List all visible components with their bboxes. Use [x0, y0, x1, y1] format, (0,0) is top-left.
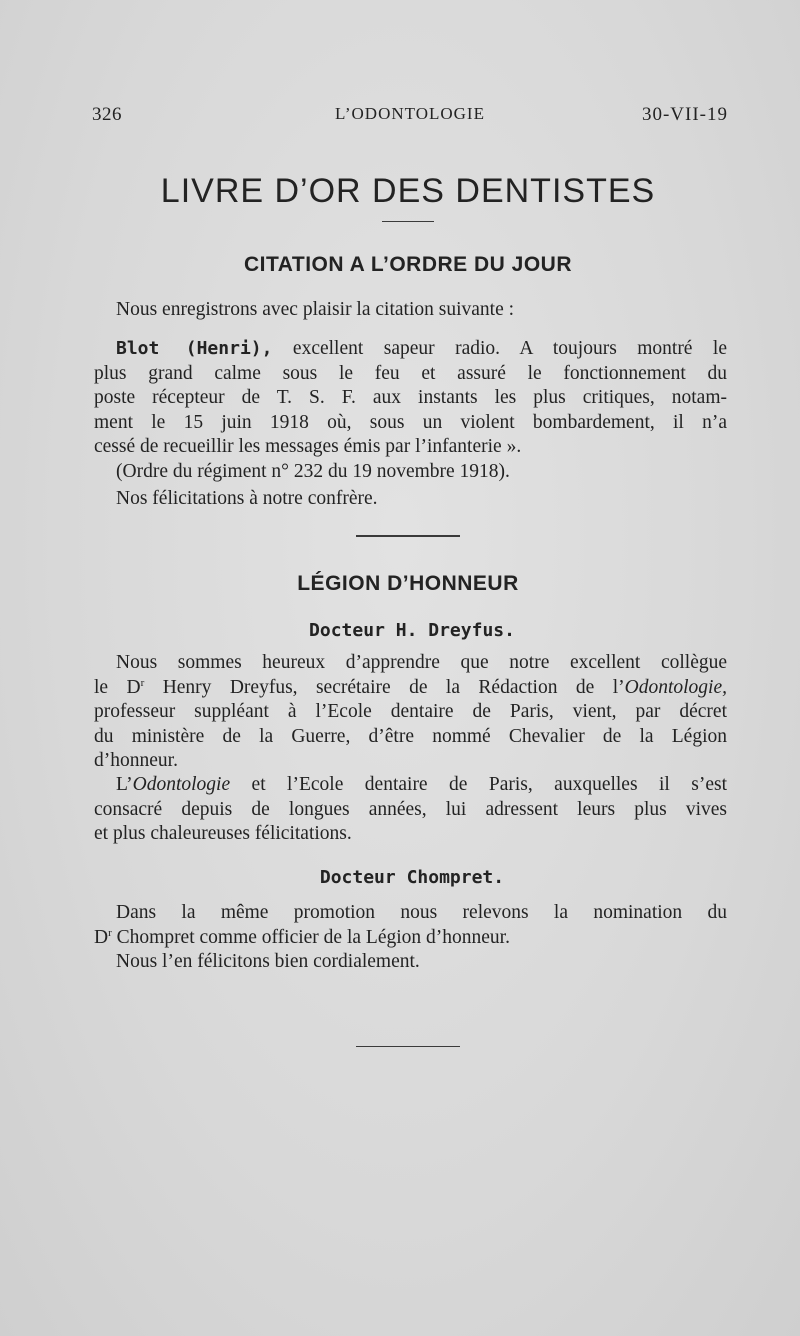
dreyfus-line-2b: Henry Dreyfus, secrétaire de la Rédaction de l’: [144, 676, 625, 698]
issue-date: 30-VII-19: [641, 104, 728, 125]
journal-title: L’ODONTOLOGIE: [335, 104, 485, 123]
chompret-heading: Docteur Chompret.: [319, 867, 505, 888]
journal-name-italic: Odontologie,: [624, 676, 728, 698]
citation-heading: CITATION A L’ORDRE DU JOUR: [244, 253, 572, 276]
dreyfus-p2-line-1a: L’: [116, 774, 133, 795]
dreyfus-p2-line-3: et plus chaleureuses félicitations.: [94, 823, 352, 844]
citation-line-5: cessé de recueillir les messages émis par l’infanterie ».: [94, 436, 522, 457]
dreyfus-paragraph-1: [94, 651, 727, 774]
section-divider: [356, 535, 460, 537]
dreyfus-paragraph-2: [94, 773, 727, 847]
citation-line-2: plus grand calme sous le feu et assuré le fonctionnement du: [94, 362, 727, 384]
chompret-line-2: [94, 926, 727, 951]
page-title: LIVRE D’OR DES DENTISTES: [160, 172, 656, 210]
divider-rule: [382, 221, 434, 222]
dreyfus-heading: Docteur H. Dreyfus.: [309, 620, 515, 641]
dreyfus-p2-line-2: consacré depuis de longues années, lui adressent leurs plus vives: [94, 798, 727, 820]
citation-paragraph: [94, 337, 727, 484]
cited-name: Blot (Henri),: [116, 338, 273, 359]
page-number: 326: [92, 104, 122, 125]
end-divider: [356, 1046, 460, 1047]
legion-heading: LÉGION D’HONNEUR: [297, 572, 519, 595]
dreyfus-line-2a: le D: [94, 676, 141, 698]
journal-name-italic-2: Odontologie: [132, 774, 231, 795]
chompret-line-3: Nous l’en félicitons bien cordialement.: [116, 951, 420, 972]
dreyfus-line-1: Nous sommes heureux d’apprendre que notre excellent collègue: [116, 652, 727, 673]
citation-line-1: [94, 337, 727, 362]
dreyfus-line-2: [94, 676, 727, 701]
citation-congrats: [94, 487, 727, 512]
citation-intro: [94, 298, 727, 323]
citation-order: (Ordre du régiment n° 232 du 19 novembre 1918).: [116, 460, 510, 482]
chompret-line-2a: D: [94, 926, 109, 948]
chompret-line-1: Dans la même promotion nous relevons la nomination du: [116, 902, 727, 923]
dreyfus-p2-line-1b: et l’Ecole dentaire de Paris, auxquelles il s’est: [230, 774, 727, 795]
dr-superscript-2: r: [108, 926, 112, 939]
dreyfus-line-5: d’honneur.: [94, 750, 178, 771]
running-header: [92, 104, 728, 130]
chompret-paragraph: [94, 901, 727, 975]
citation-text-1: excellent sapeur radio. A toujours montré le: [292, 338, 727, 359]
dreyfus-line-3: professeur suppléant à l’Ecole dentaire de Paris, vient, par décret: [94, 701, 727, 722]
citation-line-3: poste récepteur de T. S. F. aux instants les plus critiques, notam-: [94, 387, 727, 408]
citation-congrats-text: Nos félicitations à notre confrère.: [116, 488, 378, 509]
chompret-line-2b: Chompret comme officier de la Légion d’honneur.: [111, 926, 510, 948]
dreyfus-line-4: du ministère de la Guerre, d’être nommé Chevalier de la Légion: [94, 725, 727, 747]
dr-superscript: r: [140, 676, 145, 689]
citation-intro-text: Nous enregistrons avec plaisir la citation suivante :: [116, 299, 515, 320]
dreyfus-p2-line-1: [94, 773, 727, 798]
citation-line-4: ment le 15 juin 1918 où, sous un violent bombardement, il n’a: [94, 411, 727, 433]
